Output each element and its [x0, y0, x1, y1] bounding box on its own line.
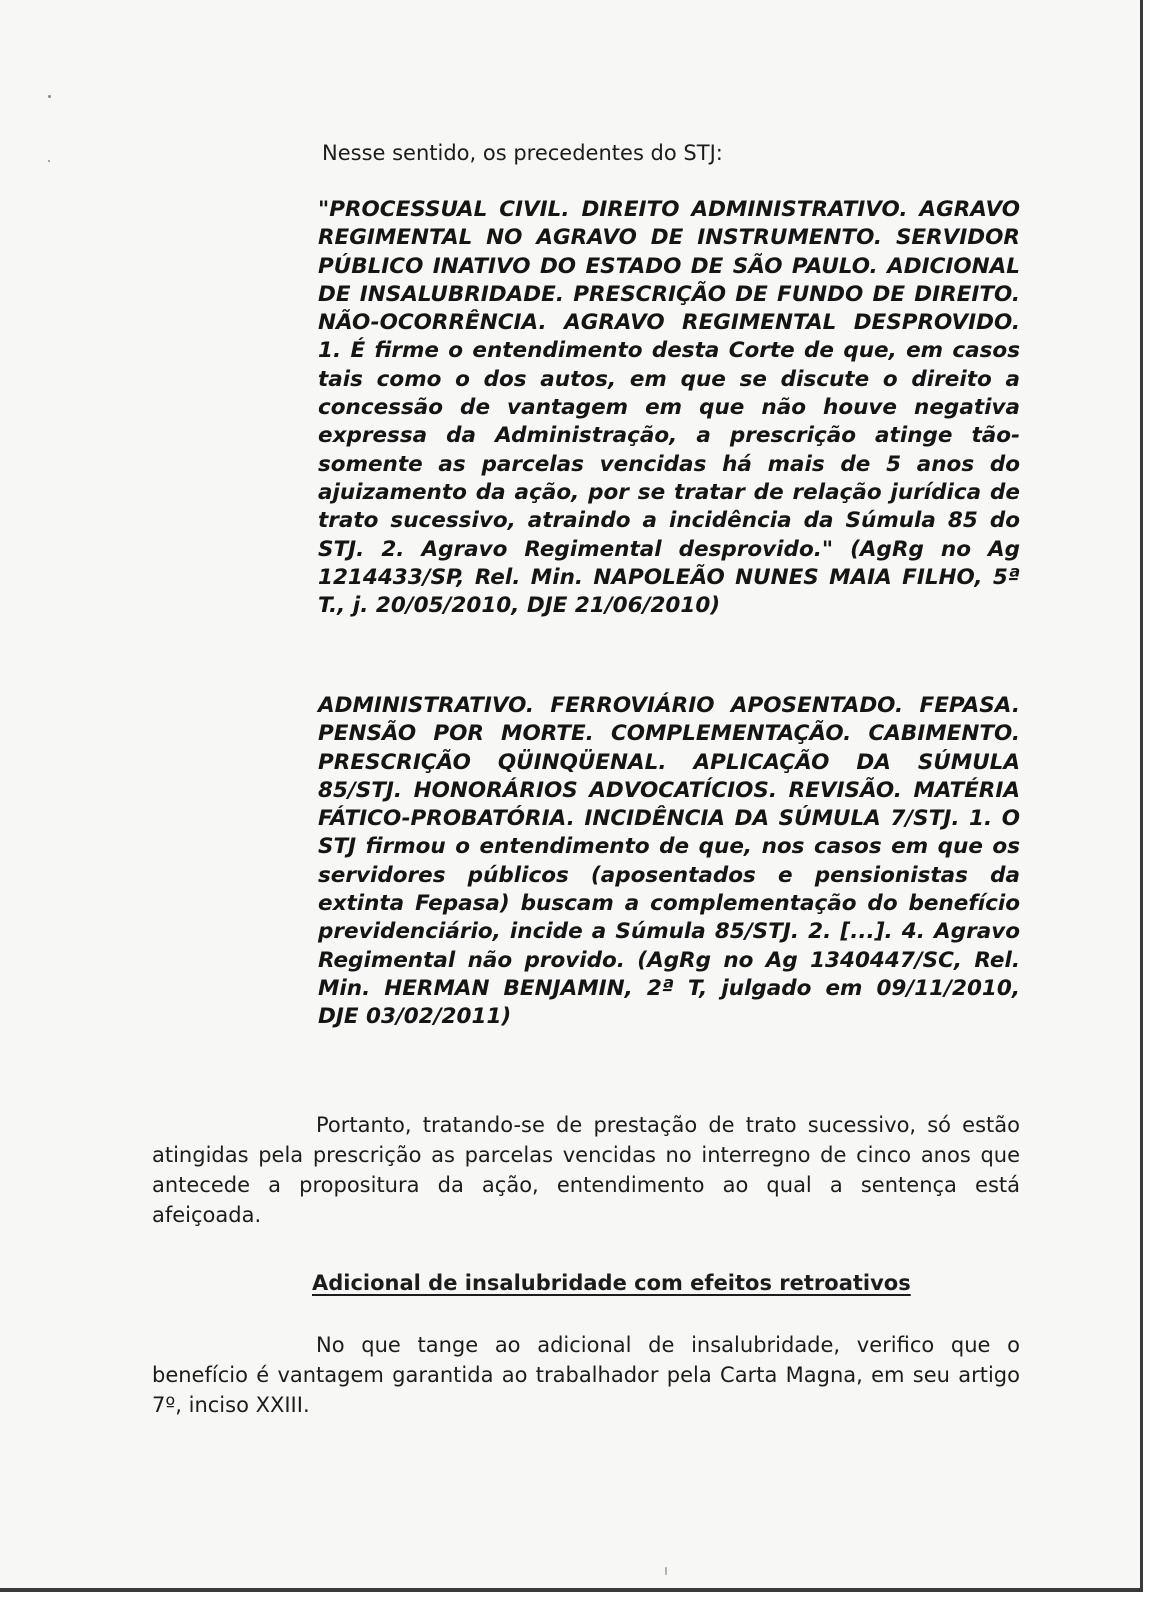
scan-speck	[48, 95, 51, 98]
conclusion-paragraph: Portanto, tratando-se de prestação de trato sucessivo, só estão atingidas pela prescrição as parcelas vencidas no interregno de cinco anos que antecede a propositura da ação, entendimento ao qual a sentença está afeiçoada.	[152, 1113, 1020, 1227]
scan-speck	[48, 160, 50, 162]
section-heading: Adicional de insalubridade com efeitos retroativos	[312, 1271, 911, 1295]
insalubrity-paragraph: No que tange ao adicional de insalubridade, verifico que o benefício é vantagem garantida ao trabalhador pela Carta Magna, em seu artigo 7º, inciso XXIII.	[152, 1333, 1020, 1417]
intro-line: Nesse sentido, os precedentes do STJ:	[322, 141, 723, 165]
scan-mark	[665, 1567, 667, 1575]
precedent-quote-2: ADMINISTRATIVO. FERROVIÁRIO APOSENTADO. FEPASA. PENSÃO POR MORTE. COMPLEMENTAÇÃO. CABIMENTO. PRESCRIÇÃO QÜINQÜENAL. APLICAÇÃO DA SÚMULA 85/STJ. HONORÁRIOS ADVOCATÍCIOS. REVISÃO. MATÉRIA FÁTICO-PROBATÓRIA. INCIDÊNCIA DA SÚMULA 7/STJ. 1. O STJ firmou o entendimento de que, nos casos em que os servidores públicos (aposentados e pensionistas da extinta Fepasa) buscam a complementação do benefício previdenciário, incide a Súmula 85/STJ. 2. [...]. 4. Agravo Regimental não provido. (AgRg no Ag 1340447/SC, Rel. Min. HERMAN BENJAMIN, 2ª T, julgado em 09/11/2010, DJE 03/02/2011)	[318, 693, 1020, 1030]
precedent-quote-1: "PROCESSUAL CIVIL. DIREITO ADMINISTRATIVO. AGRAVO REGIMENTAL NO AGRAVO DE INSTRUMENTO. SERVIDOR PÚBLICO INATIVO DO ESTADO DE SÃO PAULO. ADICIONAL DE INSALUBRIDADE. PRESCRIÇÃO DE FUNDO DE DIREITO. NÃO-OCORRÊNCIA. AGRAVO REGIMENTAL DESPROVIDO. 1. É firme o entendimento desta Corte de que, em casos tais como o dos autos, em que se discute o direito a concessão de vantagem em que não houve negativa expressa da Administração, a prescrição atinge tão-somente as parcelas vencidas há mais de 5 anos do ajuizamento da ação, por se tratar de relação jurídica de trato sucessivo, atraindo a incidência da Súmula 85 do STJ. 2. Agravo Regimental desprovido." (AgRg no Ag 1214433/SP, Rel. Min. NAPOLEÃO NUNES MAIA FILHO, 5ª T., j. 20/05/2010, DJE 21/06/2010)	[318, 197, 1020, 619]
